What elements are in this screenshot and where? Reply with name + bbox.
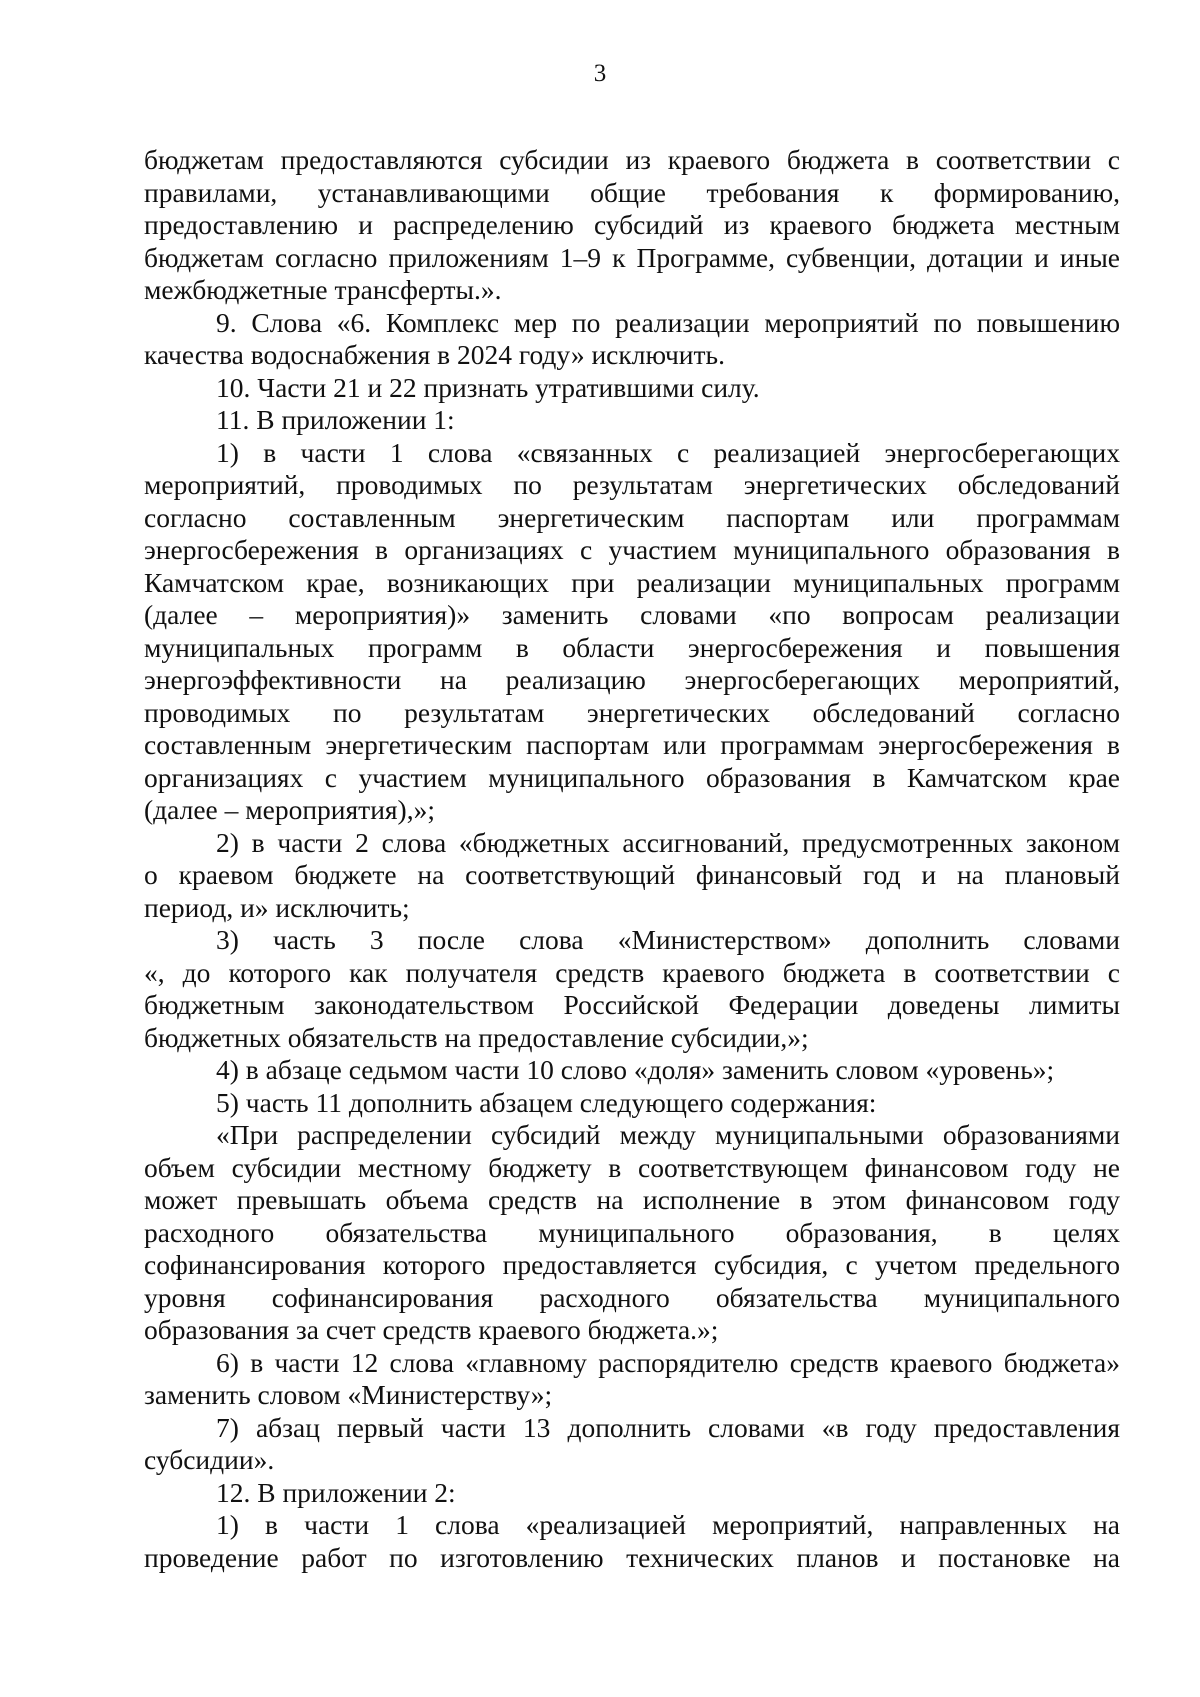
document-line: 12. В приложении 2: (216, 1476, 456, 1508)
document-line: Камчатском крае, возникающих при реализации муниципальных программ (144, 566, 1120, 598)
document-line: (далее – мероприятия),»; (144, 794, 435, 825)
document-line: составленным энергетическим паспортам или программам энергосбережения в (144, 729, 1120, 760)
document-line: софинансирования которого предоставляется субсидия, с учетом предельного (144, 1249, 1120, 1280)
document-line: 11. В приложении 1: (216, 404, 455, 435)
document-line: мероприятий, проводимых по результатам энергетических обследований (144, 469, 1120, 500)
document-line: «При распределении субсидий между муниципальными образованиями (216, 1119, 1120, 1150)
document-line: проводимых по результатам энергетических обследований согласно (144, 696, 1120, 728)
document-line: 9. Слова «6. Комплекс мер по реализации мероприятий по повышению (216, 306, 1120, 338)
document-line: организациях с участием муниципального образования в Камчатском крае (144, 761, 1120, 793)
document-line: может превышать объема средств на исполнение в этом финансовом году (144, 1184, 1120, 1215)
document-line: предоставлению и распределению субсидий из краевого бюджета местным (144, 209, 1120, 240)
page-number: 3 (593, 60, 607, 87)
document-line: энергоэффективности на реализацию энергосберегающих мероприятий, (144, 664, 1120, 695)
document-line: расходного обязательства муниципального образования, в целях (144, 1216, 1120, 1248)
document-line: объем субсидии местному бюджету в соответствующем финансовом году не (144, 1151, 1120, 1183)
document-line: 6) в части 12 слова «главному распорядителю средств краевого бюджета» (216, 1346, 1120, 1378)
document-line: муниципальных программ в области энергосбережения и повышения (144, 631, 1120, 663)
document-line: бюджетам предоставляются субсидии из краевого бюджета в соответствии с (144, 144, 1120, 175)
document-line: бюджетных обязательств на предоставление субсидии,»; (144, 1021, 809, 1053)
document-line: субсидии». (144, 1444, 275, 1475)
document-line: 5) часть 11 дополнить абзацем следующего содержания: (216, 1086, 877, 1118)
document-line: «, до которого как получателя средств краевого бюджета в соответствии с (144, 956, 1120, 988)
document-line: 4) в абзаце седьмом части 10 слово «доля» заменить словом «уровень»; (216, 1054, 1055, 1085)
document-line: бюджетам согласно приложениям 1–9 к Программе, субвенции, дотации и иные (144, 241, 1120, 273)
document-line: 10. Части 21 и 22 признать утратившими силу. (216, 371, 760, 403)
document-line: образования за счет средств краевого бюджета.»; (144, 1314, 719, 1345)
document-line: качества водоснабжения в 2024 году» исключить. (144, 339, 725, 370)
document-line: бюджетным законодательством Российской Федерации доведены лимиты (144, 989, 1120, 1020)
document-line: 1) в части 1 слова «реализацией мероприятий, направленных на (216, 1509, 1120, 1540)
document-line: межбюджетные трансферты.». (144, 274, 502, 305)
document-line: (далее – мероприятия)» заменить словами «по вопросам реализации (144, 599, 1120, 630)
document-line: энергосбережения в организациях с участием муниципального образования в (144, 534, 1120, 565)
document-line: период, и» исключить; (144, 891, 410, 923)
document-line: заменить словом «Министерству»; (144, 1379, 553, 1410)
document-line: уровня софинансирования расходного обязательства муниципального (144, 1281, 1120, 1313)
document-line: проведение работ по изготовлению технических планов и постановке на (144, 1541, 1120, 1573)
document-line: правилами, устанавливающими общие требования к формированию, (144, 176, 1120, 208)
document-line: о краевом бюджете на соответствующий финансовый год и на плановый (144, 859, 1120, 890)
document-body (144, 144, 1120, 1574)
document-line: 3) часть 3 после слова «Министерством» дополнить словами (216, 924, 1120, 955)
document-line: согласно составленным энергетическим паспортам или программам (144, 501, 1120, 533)
document-line: 2) в части 2 слова «бюджетных ассигнований, предусмотренных законом (216, 826, 1120, 858)
document-line: 7) абзац первый части 13 дополнить словами «в году предоставления (216, 1411, 1120, 1443)
document-line: 1) в части 1 слова «связанных с реализацией энергосберегающих (216, 436, 1120, 468)
